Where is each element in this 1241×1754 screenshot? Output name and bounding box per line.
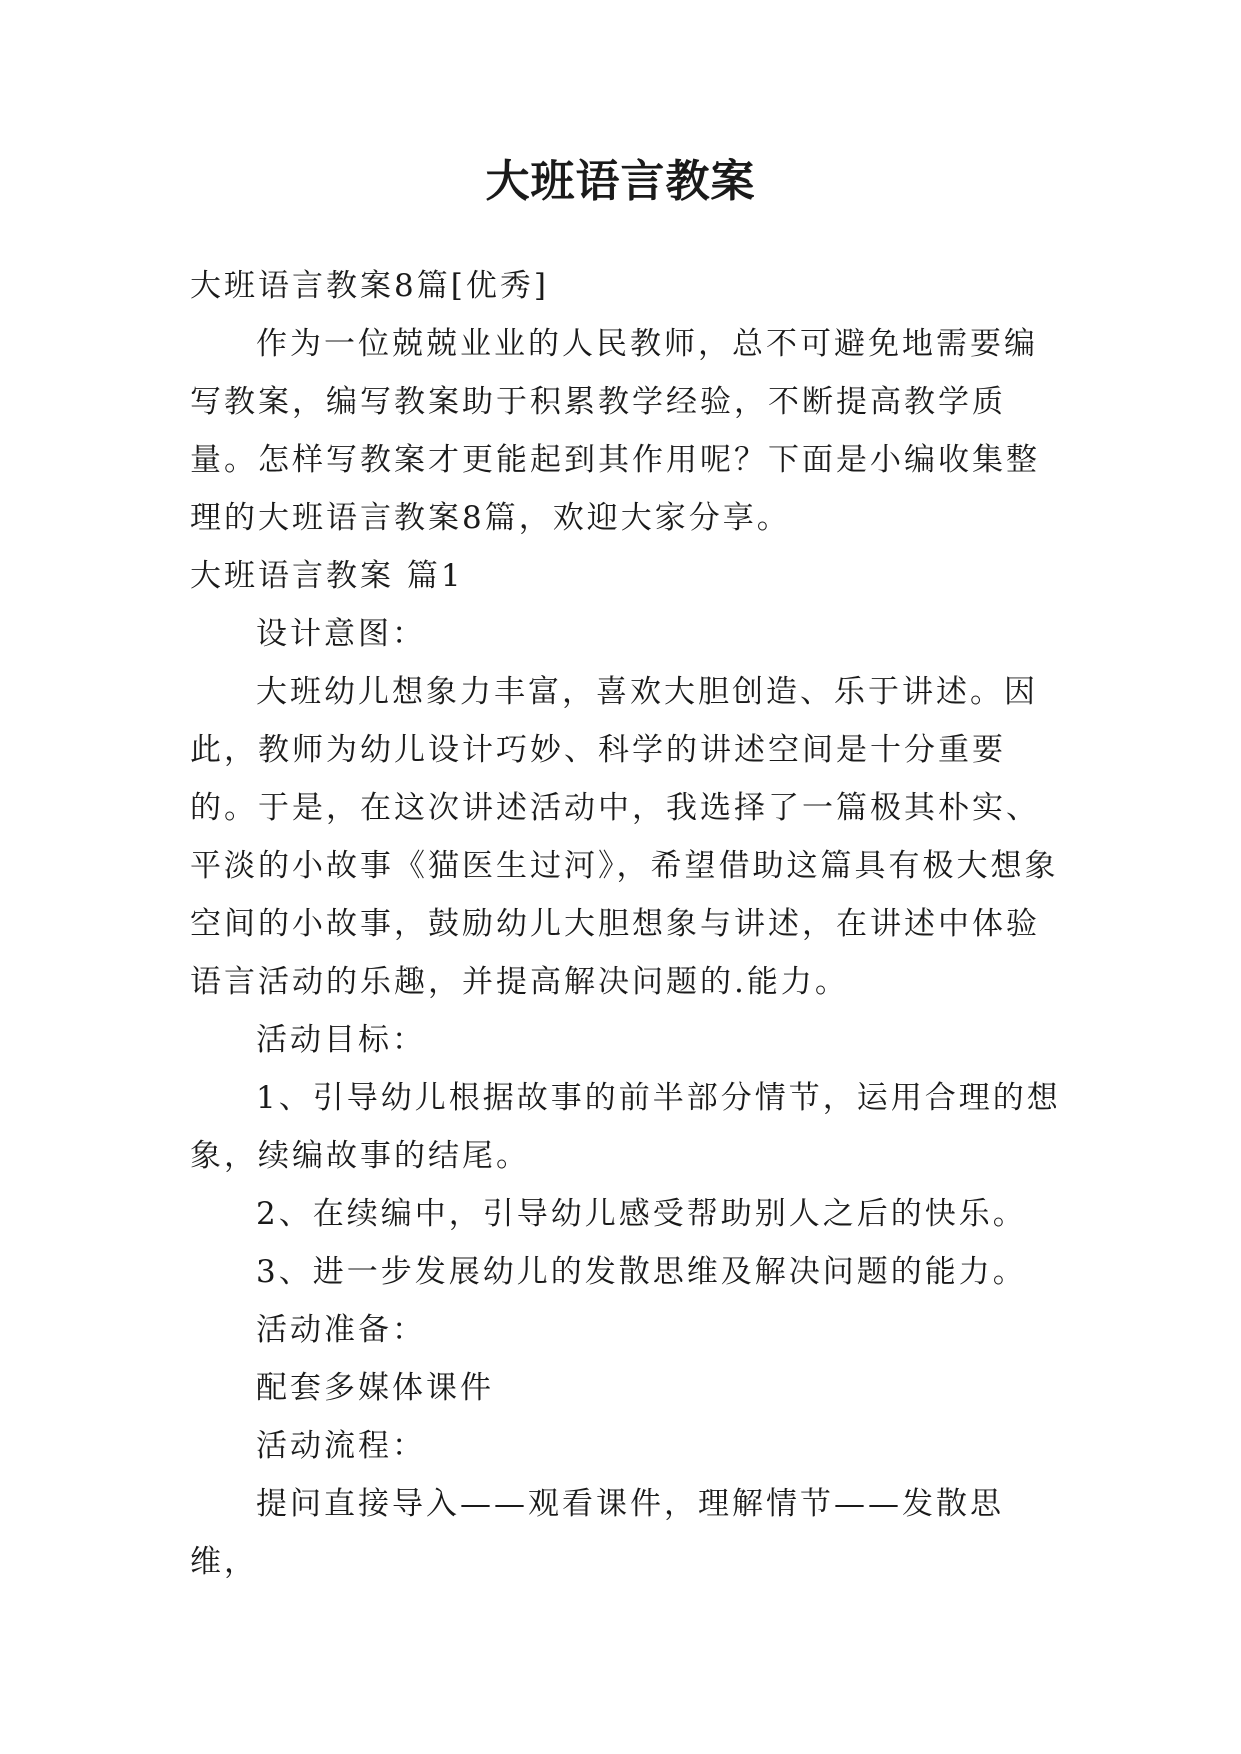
document-title: 大班语言教案: [485, 156, 756, 207]
paragraph: 作为一位兢兢业业的人民教师，总不可避免地需要编写教案，编写教案助于积累教学经验，不断提高教学质量。怎样写教案才更能起到其作用呢？下面是小编收集整理的大班语言教案8篇，欢迎大家分享。: [190, 326, 1040, 536]
paragraph: 配套多媒体课件: [256, 1370, 494, 1406]
paragraph: 活动目标：: [256, 1022, 426, 1058]
paragraph: 大班语言教案 篇1: [190, 558, 464, 594]
paragraph: 提问直接导入——观看课件，理解情节——发散思维，: [190, 1486, 1004, 1580]
paragraph: 活动准备：: [256, 1312, 426, 1348]
paragraph: 设计意图：: [256, 616, 426, 652]
paragraph: 大班语言教案8篇[优秀]: [190, 268, 549, 304]
paragraph: 1、引导幼儿根据故事的前半部分情节，运用合理的想象，续编故事的结尾。: [190, 1080, 1061, 1174]
document-body: [190, 257, 1068, 1591]
paragraph: 3、进一步发展幼儿的发散思维及解决问题的能力。: [256, 1254, 1027, 1290]
paragraph: 大班幼儿想象力丰富，喜欢大胆创造、乐于讲述。因此，教师为幼儿设计巧妙、科学的讲述空间是十分重要的。于是，在这次讲述活动中，我选择了一篇极其朴实、平淡的小故事《猫医生过河》，希望借助这篇具有极大想象空间的小故事，鼓励幼儿大胆想象与讲述，在讲述中体验语言活动的乐趣，并提高解决问题的.能力。: [190, 674, 1059, 1000]
paragraph: 2、在续编中，引导幼儿感受帮助别人之后的快乐。: [256, 1196, 1027, 1232]
paragraph: 活动流程：: [256, 1428, 426, 1464]
